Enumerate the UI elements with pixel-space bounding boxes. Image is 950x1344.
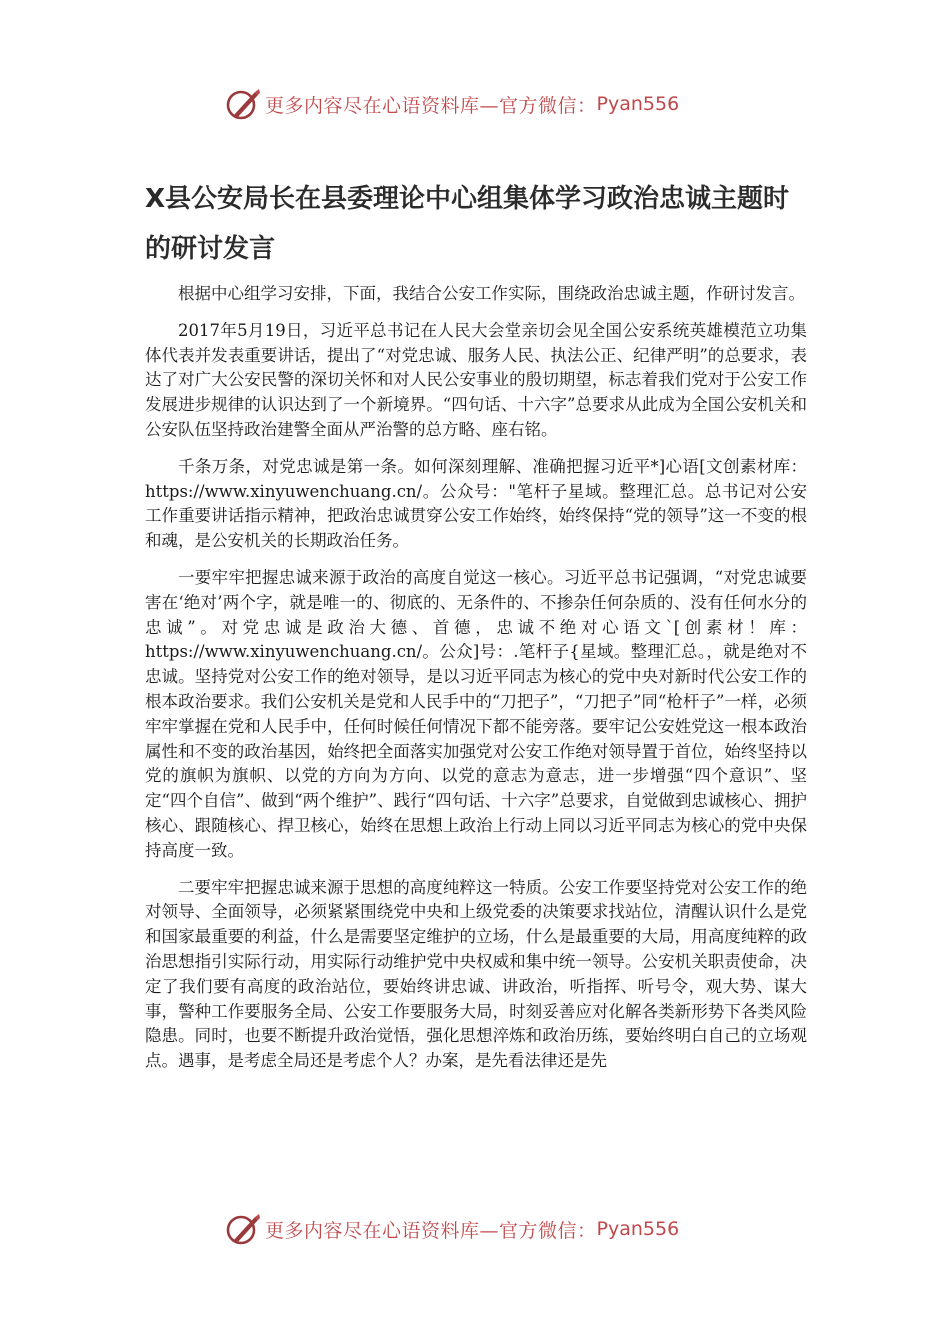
pen-nib-circle-icon — [225, 86, 261, 122]
document-body — [145, 282, 807, 1086]
paragraph-loyalty-first: 千条万条，对党忠诚是第一条。如何深刻理解、准确把握习近平*]心语[文创素材库：https://www.xinyuwenchuang.cn/。公众号："笔杆子星域。整理汇总。总书记对公安工作重要讲话指示精神，把政治忠诚贯穿公安工作始终，始终保持“党的领导”这一不变的根和魂，是公安机关的长期政治任务。 — [145, 456, 807, 551]
document-title: X县公安局长在县委理论中心组集体学习政治忠诚主题时的研讨发言 — [145, 184, 790, 264]
footer-wechat-id: Pyan556 — [596, 1218, 680, 1240]
paragraph-point-one: 一要牢牢把握忠诚来源于政治的高度自觉这一核心。习近平总书记强调，“对党忠诚要害在‘绝对’两个字，就是唯一的、彻底的、无条件的、不掺杂任何杂质的、没有任何水分的忠诚”。对党忠诚是政治大德、首德，忠诚不绝对心语文`[创素材！库：https://www.xinyuwenchuang.cn/。公众]号：.笔杆子{星域。整理汇总。，就是绝对不忠诚。坚持党对公安工作的绝对领导，是以习近平同志为核心的党中央对新时代公安工作的根本政治要求。我们公安机关是党和人民手中的“刀把子”，“刀把子”同“枪杆子”一样，必须牢牢掌握在党和人民手中，任何时候任何情况下都不能旁落。要牢记公安姓党这一根本政治属性和不变的政治基因，始终把全面落实加强党对公安工作绝对领导置于首位，始终坚持以党的旗帜为旗帜、以党的方向为方向、以党的意志为意志，进一步增强“四个意识”、坚定“四个自信”、做到“两个维护”、践行“四句话、十六字”总要求，自觉做到忠诚核心、拥护核心、跟随核心、捍卫核心，始终在思想上政治上行动上同以习近平同志为核心的党中央保持高度一致。 — [145, 567, 807, 860]
header-wechat-id: Pyan556 — [596, 93, 680, 115]
paragraph-background: 2017年5月19日，习近平总书记在人民大会堂亲切会见全国公安系统英雄模范立功集体代表并发表重要讲话，提出了“对党忠诚、服务人民、执法公正、纪律严明”的总要求，表达了对广大公安民警的深切关怀和对人民公安事业的殷切期望，标志着我们党对于公安工作发展进步规律的认识达到了一个新境界。“四句话、十六字”总要求从此成为全国公安机关和公安队伍坚持政治建警全面从严治警的总方略、座右铭。 — [145, 320, 807, 439]
paragraph-intro: 根据中心组学习安排，下面，我结合公安工作实际，围绕政治忠诚主题，作研讨发言。 — [178, 284, 805, 303]
header-banner-text: 更多内容尽在心语资料库—官方微信： — [265, 94, 597, 117]
pen-nib-circle-icon — [225, 1211, 261, 1247]
paragraph-point-two: 二要牢牢把握忠诚来源于思想的高度纯粹这一特质。公安工作要坚持党对公安工作的绝对领导、全面领导，必须紧紧围绕党中央和上级党委的决策要求找站位，清醒认识什么是党和国家最重要的利益，什么是需要坚定维护的立场，什么是最重要的大局，用高度纯粹的政治思想指引实际行动，用实际行动维护党中央权威和集中统一领导。公安机关职责使命，决定了我们要有高度的政治站位，要始终讲忠诚、讲政治，听指挥、听号令，观大势、谋大事，警种工作要服务全局、公安工作要服务大局，时刻妥善应对化解各类新形势下各类风险隐患。同时，也要不断提升政治觉悟，强化思想淬炼和政治历练，要始终明白自己的立场观点。遇事，是考虑全局还是考虑个人？办案，是先看法律还是先 — [145, 877, 807, 1071]
footer-banner — [225, 1209, 725, 1249]
header-banner — [225, 84, 725, 124]
footer-banner-text: 更多内容尽在心语资料库—官方微信： — [265, 1219, 597, 1242]
